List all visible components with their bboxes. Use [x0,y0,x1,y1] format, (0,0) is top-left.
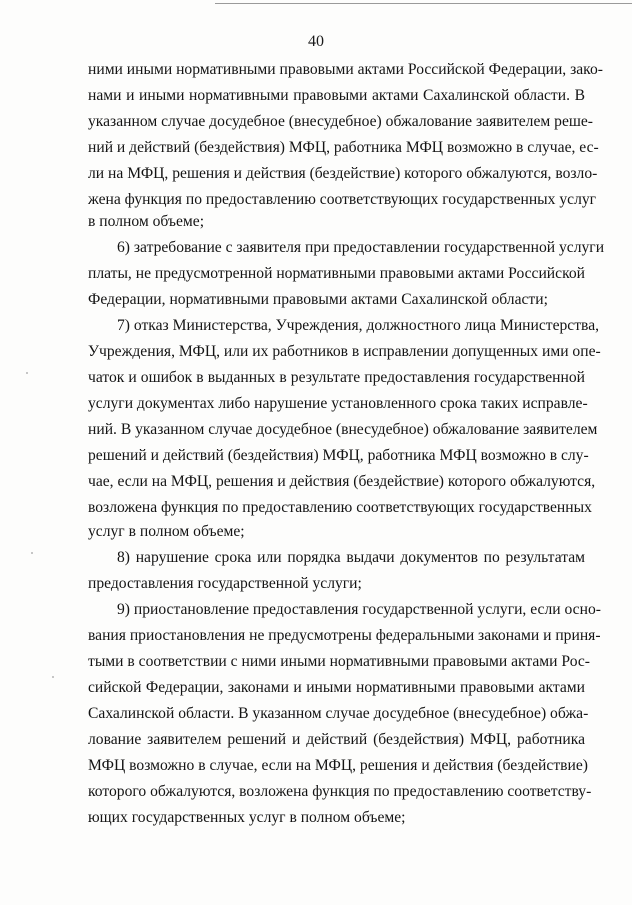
scan-speck [31,552,33,554]
text-line: ний. В указанном случае досудебное (внесудебное) обжалование заявителем [88,421,598,438]
text-line: указанном случае досудебное (внесудебное) обжалование заявителем реше- [88,113,593,130]
scan-speck [26,372,28,374]
text-line: жена функция по предоставлению соответствующих государственных услуг [88,191,597,208]
scan-edge-line [215,3,632,4]
text-line: Федерации, нормативными правовыми актами Сахалинской области; [88,291,548,308]
text-line: лование заявителем решений и действий (бездействия) МФЦ, работника [88,731,585,748]
text-line: ними иными нормативными правовыми актами Российской Федерации, зако- [88,61,603,78]
text-line: вания приостановления не предусмотрены федеральными законами и приня- [88,627,601,644]
text-line: которого обжалуются, возложена функция по предоставлению соответству- [88,783,592,800]
text-line: услуг в полном объеме; [88,523,245,540]
text-line: Учреждения, МФЦ, или их работников в исправлении допущенных ими опе- [88,343,601,360]
text-line: чаток и ошибок в выданных в результате предоставления государственной [88,369,585,386]
text-line: платы, не предусмотренной нормативными правовыми актами Российской [88,265,586,282]
page-number: 40 [308,33,324,50]
text-line: тыми в соответствии с ними иными нормативными правовыми актами Рос- [88,653,590,670]
text-line: МФЦ возможно в случае, если на МФЦ, решения и действия (бездействие) [88,757,588,774]
paragraph-8-first-line: 8) нарушение срока или порядка выдачи документов по результатам [117,549,585,566]
paragraph-6-first-line: 6) затребование с заявителя при предоставлении государственной услуги [117,239,605,256]
text-line: Сахалинской области. В указанном случае досудебное (внесудебное) обжа- [88,705,589,722]
text-line: нами и иными нормативными правовыми актами Сахалинской области. В [88,87,585,104]
paragraph-9-first-line: 9) приостановление предоставления государственной услуги, если осно- [117,601,601,618]
text-line: в полном объеме; [88,213,205,230]
text-line: ли на МФЦ, решения и действия (бездействие) которого обжалуются, возло- [88,165,598,182]
text-line: услуги документах либо нарушение установленного срока таких исправле- [88,395,588,412]
text-line: решений и действий (бездействия) МФЦ, работника МФЦ возможно в слу- [88,447,589,464]
text-line: предоставления государственной услуги; [88,575,362,592]
text-line: ний и действий (бездействия) МФЦ, работника МФЦ возможно в случае, ес- [88,139,599,156]
text-line: сийской Федерации, законами и иными нормативными правовыми актами [88,679,585,696]
scan-speck [52,676,54,678]
text-line: ющих государственных услуг в полном объеме; [88,809,406,826]
paragraph-7-first-line: 7) отказ Министерства, Учреждения, должностного лица Министерства, [117,317,600,334]
text-line: возложена функция по предоставлению соответствующих государственных [88,499,592,516]
text-line: чае, если на МФЦ, решения и действия (бездействие) которого обжалуются, [88,473,596,490]
